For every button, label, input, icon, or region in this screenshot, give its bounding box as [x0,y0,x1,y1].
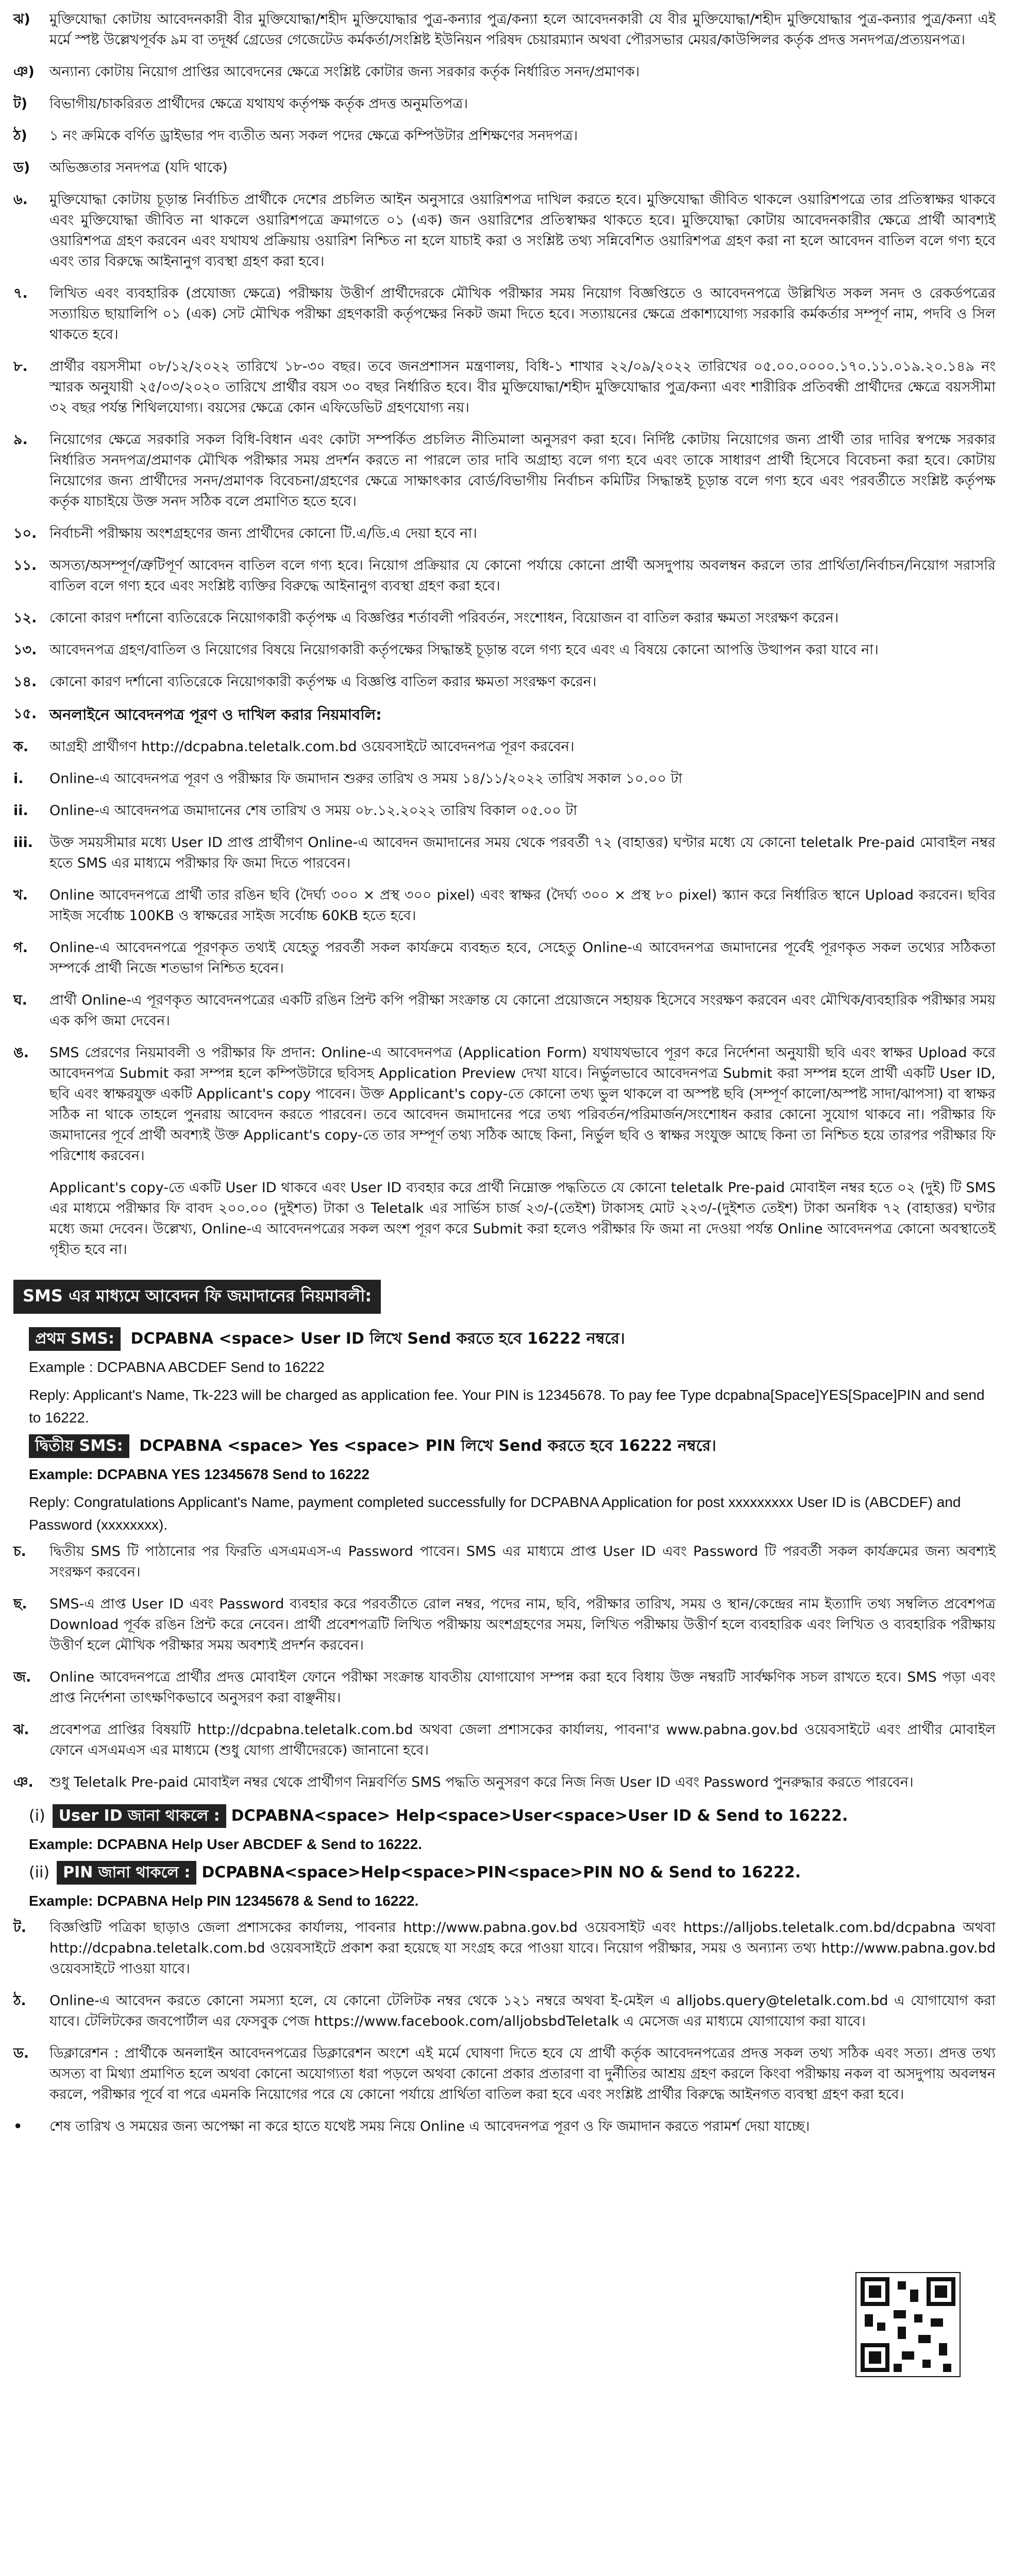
schedule-item [13,769,996,789]
recovery-example: Example: DCPABNA Help PIN 12345678 & Send to 16222. [29,1893,419,1909]
first-sms-label: প্রথম SMS: [29,1327,121,1351]
condition-item [13,62,996,82]
online-heading: ১৫. অনলাইনে আবেদনপত্র পূরণ ও দাখিল করার নিয়মাবলি: [13,704,996,725]
online-intro: ক. আগ্রহী প্রার্থীগণ http://dcpabna.teletalk.com.bd ওয়েবসাইটে আবেদনপত্র পূরণ করবেন। [13,737,996,757]
final-text: বিজ্ঞপ্তিটি পত্রিকা ছাড়াও জেলা প্রশাসকের কার্যালয়, পাবনার http://www.pabna.gov.bd ওয়েবসাইট এবং https://alljobs.teletalk.com.bd/dcpabna অথবা http://dcpabna.teletalk.com.bd ওয়েবসাইটে প্রকাশ করা হয়েছে যা সংগ্রহ করে পাওয়া যাবে। নিয়োগ পরীক্ষার, সময় ও অন্যান্য তথ্য http://www.pabna.gov.bd ওয়েবসাইটে পাওয়া যাবে। [49,1920,996,1977]
condition-marker: ১৩. [13,642,37,658]
after-sms-text: Online আবেদনপত্রে প্রার্থীর প্রদত্ত মোবাইল ফোনে পরীক্ষা সংক্রান্ত যাবতীয় যোগাযোগ সম্পন্ন করা হবে বিধায় উক্ত নম্বরটি সার্বক্ষণিক সচল রাখতে হবে। SMS পড়া এবং প্রাপ্ত নির্দেশনা তাৎক্ষণিকভাবে অনুসরণ করা বাঞ্ছনীয়। [49,1669,996,1706]
final-text: Online-এ আবেদন করতে কোনো সমস্যা হলে, যে কোনো টেলিটক নম্বর থেকে ১২১ নম্বরে অথবা ই-মেইল এ alljobs.query@teletalk.com.bd এ যোগাযোগ করা যাবে। টেলিটকের জবপোর্টাল এর ফেসবুক পেজ https://www.facebook.com/alljobsbdTeletalk এ মেসেজ এর মাধ্যমে যোগাযোগ করা যাবে। [49,1993,996,2029]
first-sms-example: Example : DCPABNA ABCDEF Send to 16222 [29,1359,325,1375]
condition-text: মুক্তিযোদ্ধা কোটায় চূড়ান্ত নির্বাচিত প্রার্থীকে দেশের প্রচলিত আইন অনুসারে ওয়ারিশপত্র দাখিল করতে হবে। মুক্তিযোদ্ধা জীবিত থাকলে ওয়ারিশপত্রে তার প্রতিস্বাক্ষর থাকবে এবং মুক্তিযোদ্ধা জীবিত না থাকলে ওয়ারিশপত্রে ক্রমাগতে ০১ (এক) জন ওয়ারিশের প্রতিস্বাক্ষর থাকতে হবে। মুক্তিযোদ্ধা কোটায় আবেদনকারীর ক্ষেত্রে প্রার্থী আবশ্যই ওয়ারিশপত্র গ্রহণ করবেন এবং যথাযথ প্রক্রিয়ায় ওয়ারিশ নিশ্চিত না হলে যাচাই করা ও সংশ্লিষ্ট তথ্য সন্নিবেশিত ওয়ারিশপত্র গ্রহণ করা না হলে আবেদন বাতিল বলে গণ্য হবে এবং তার বিরুদ্ধে আইনানুগ ব্যবস্থা গ্রহণ করা হবে। [49,192,996,269]
final-marker: ট. [13,1920,26,1936]
after-sms-marker: চ. [13,1544,26,1560]
recovery-example: Example: DCPABNA Help User ABCDEF & Send to 16222. [29,1836,422,1852]
online-rule-marker: খ. [13,887,28,903]
schedule-text: উক্ত সময়সীমার মধ্যে User ID প্রাপ্ত প্রার্থীগণ Online-এ আবেদন জমাদানের সময় থেকে পরবর্তী ৭২ (বাহাত্তর) ঘণ্টার মধ্যে যে কোনো teletalk Pre-paid মোবাইল নম্বর হতে SMS এর মাধ্যমে পরীক্ষার ফি জমা দিতে পারবেন। [49,835,996,871]
condition-marker: ১০. [13,526,37,541]
online-rules-list [13,885,996,1260]
after-sms-marker: ঞ. [13,1774,33,1790]
condition-text: নির্বাচনী পরীক্ষায় অংশগ্রহণের জন্য প্রার্থীদের কোনো টি.এ/ডি.এ দেয়া হবে না। [49,526,477,541]
condition-text: নিয়োগের ক্ষেত্রে সরকারি সকল বিধি-বিধান এবং কোটা সম্পর্কিত প্রচলিত নীতিমালা অনুসরণ করা হবে। নির্দিষ্ট কোটায় নিয়োগের জন্য প্রার্থী তার দাবির স্বপক্ষে সরকার নির্ধারিত সনদপত্র/প্রমাণক মৌখিক পরীক্ষার সময় প্রদর্শন করতে না পারলে তার দাবি অগ্রাহ্য বলে গণ্য হবে এবং তাকে সাধারণ প্রার্থী হিসেবে বিবেচনা করা হবে। কোটায় নিয়োগের জন্য প্রার্থীদের সনদ/প্রমাণক বিবেচনা/গ্রহণের ক্ষেত্রে সাক্ষাৎকার বোর্ড/বিভাগীয় নির্বাচন কমিটির সিদ্ধান্তই চূড়ান্ত বলে গণ্য হবে এবং পরবর্তীতে সংশ্লিষ্ট কর্তৃপক্ষ কর্তৃক যাচাইয়ে উক্ত সনদ সঠিক বলে প্রমাণিত হতে হবে। [49,432,996,510]
after-sms-item [13,1720,996,1761]
online-rule-text: SMS প্রেরণের নিয়মাবলী ও পরীক্ষার ফি প্রদান: Online-এ আবেদনপত্র (Application Form) যথাযথভাবে পূরণ করে নির্দেশনা অনুযায়ী ছবি এবং স্বাক্ষর Upload করে আবেদনপত্র Submit করা সম্পন্ন হলে কম্পিউটারে ছবিসহ Application Preview দেখা যাবে। নির্ভুলভাবে আবেদনপত্র Submit করা সম্পন্ন হলে প্রার্থী একটি User ID, ছবি এবং স্বাক্ষরযুক্ত একটি Applicant's copy পাবেন। উক্ত Applicant's copy-তে কোনো তথ্য ভুল থাকলে বা অস্পষ্ট ছবি (সম্পূর্ণ কালো/অস্পষ্ট সাদা/ঝাপসা) বা স্বাক্ষর সঠিক না থাকে তাহলে পুনরায় আবেদন করতে পারবেন। তবে আবেদন জমাদানের পরে তথ্য পরিবর্তন/পরিমার্জন/সংশোধন করার কোনো সুযোগ থাকবে না। পরীক্ষার ফি জমাদানের পূর্বে প্রার্থী অবশ্যই উক্ত Applicant's copy-তে তার সম্পূর্ণ তথ্য সঠিক আছে কিনা, নির্ভুল ছবি ও স্বাক্ষর সংযুক্ত আছে কিনা তা নিশ্চিত হয়ে তারপর পরীক্ষার ফি পরিশোধ করবেন। [49,1045,996,1164]
schedule-item [13,801,996,821]
recovery-item [29,1861,996,1885]
condition-marker: ৬. [13,192,28,208]
schedule-marker: ii. [13,803,28,819]
after-sms-marker: ছ. [13,1596,27,1612]
condition-item [13,158,996,178]
first-sms-reply: Reply: Applicant's Name, Tk-223 will be charged as application fee. Your PIN is 12345678. To pay fee Type dcpabna[Space]YES[Space]PIN and send to 16222. [29,1387,985,1426]
final-text: ডিক্লারেশন : প্রার্থীকে অনলাইন আবেদনপত্রের ডিক্লারেশন অংশে এই মর্মে ঘোষণা দিতে হবে যে প্রার্থী কর্তৃক আবেদনপত্রের প্রদত্ত সকল তথ্য সঠিক এবং সত্য। প্রদত্ত তথ্য অসত্য বা মিথ্যা প্রমাণিত হলে অথবা কোনো অযোগ্যতা ধরা পড়লে অথবা কোনো প্রকার প্রতারণা বা দুর্নীতির আশ্রয় গ্রহণ করলে কিংবা পরীক্ষায় নকল বা অসদুপায় অবলম্বন করলে, পরীক্ষার পূর্বে বা পরে এমনকি নিয়োগের পরে যে কোনো পর্যায়ে প্রার্থিতা বাতিল করা হবে এবং সংশ্লিষ্ট প্রার্থীর বিরুদ্ধে আইনগত ব্যবস্থা গ্রহণ করা হবে। [49,2045,996,2103]
recovery-marker: (i) [29,1807,45,1825]
recovery-list [13,1804,996,1912]
condition-marker: ১২. [13,610,37,626]
online-rule-marker: গ. [13,940,28,956]
condition-text: মুক্তিযোদ্ধা কোটায় আবেদনকারী বীর মুক্তিযোদ্ধা/শহীদ মুক্তিযোদ্ধার পুত্র-কন্যার পুত্র/কন্যা হলে আবেদনকারী যে বীর মুক্তিযোদ্ধা/শহীদ মুক্তিযোদ্ধার পুত্র-কন্যার পুত্র/কন্যা এই মর্মে স্পষ্ট উল্লেখপূর্বক ৯ম বা তদূর্ধ্ব গ্রেডের গেজেটেড কর্মকর্তা/সংশ্লিষ্ট ইউনিয়ন পরিষদ চেয়ারম্যান অথবা পৌরসভার মেয়র/কাউন্সিলর কর্তৃক প্রদত্ত সনদপত্র/প্রত্যয়নপত্র। [49,11,996,48]
final-marker: ঠ. [13,1993,26,2009]
qr-code[interactable] [855,2272,961,2377]
final-item [13,1991,996,2032]
schedule-text: Online-এ আবেদনপত্র জমাদানের শেষ তারিখ ও সময় ০৮.১২.২০২২ তারিখ বিকাল ০৫.০০ টা [49,803,578,819]
second-sms-label: দ্বিতীয় SMS: [29,1434,129,1458]
schedule-list [13,769,996,874]
online-rule-item [13,885,996,926]
condition-text: অন্যান্য কোটায় নিয়োগ প্রাপ্তির আবেদনের ক্ষেত্রে সংশ্লিষ্ট কোটার জন্য সরকার কর্তৃক নির্ধারিত সনদ/প্রমাণক। [49,64,640,80]
condition-item [13,190,996,272]
recovery-label: User ID জানা থাকলে : [53,1804,226,1828]
condition-text: অসত্য/অসম্পূর্ণ/ত্রুটিপূর্ণ আবেদন বাতিল বলে গণ্য হবে। নিয়োগ প্রক্রিয়ার যে কোনো পর্যায়ে কোনো প্রার্থী অসদুপায় অবলম্বন করলে তার প্রার্থিতা/নির্বাচন/নিয়োগ সরাসরি বাতিল বলে গণ্য হবে এবং সংশ্লিষ্ট ব্যক্তির বিরুদ্ধে আইনানুগ ব্যবস্থা গ্রহণ করা হবে। [49,557,996,594]
qr-code-icon [856,2273,960,2376]
after-sms-text: SMS-এ প্রাপ্ত User ID এবং Password ব্যবহার করে পরবর্তীতে রোল নম্বর, পদের নাম, ছবি, পরীক্ষার তারিখ, সময় ও স্থান/কেন্দ্রের নাম ইত্যাদি তথ্য সম্বলিত প্রবেশপত্র Download পূর্বক রঙিন প্রিন্ট করে নেবেন। প্রার্থী প্রবেশপত্রটি লিখিত পরীক্ষায় অংশগ্রহণের সময়, লিখিত পরীক্ষায় উত্তীর্ণ হলে ব্যবহারিক এবং লিখিত ও ব্যবহারিক পরীক্ষায় উত্তীর্ণ হলে মৌখিক পরীক্ষার সময় অবশ্যই প্রদর্শন করবেন। [49,1596,996,1653]
condition-item [13,523,996,544]
condition-marker: ঠ) [13,128,27,144]
online-rule-item [13,990,996,1031]
online-rule-text: প্রার্থী Online-এ পূরণকৃত আবেদনপত্রের একটি রঙিন প্রিন্ট কপি পরীক্ষা সংক্রান্ত যে কোনো প্রয়োজনে সহায়ক হিসেবে সংরক্ষণ করবেন এবং মৌখিক/ব্যবহারিক পরীক্ষার সময় এক কপি জমা দেবেন। [49,992,996,1029]
second-sms-command: DCPABNA <space> Yes <space> PIN লিখে Send করতে হবে 16222 নম্বরে। [139,1437,716,1455]
condition-text: লিখিত এবং ব্যবহারিক (প্রযোজ্য ক্ষেত্রে) পরীক্ষায় উত্তীর্ণ প্রার্থীদেরকে মৌখিক পরীক্ষার সময় নিয়োগ বিজ্ঞপ্তিতে ও আবেদনপত্রে উল্লিখিত সকল সনদ ও রেকর্ডপত্রের সত্যায়িত ছায়ালিপি ০১ (এক) সেট মৌখিক পরীক্ষা গ্রহণকারী কর্তৃপক্ষের নিকট জমা দিতে হবে। সত্যায়নের ক্ষেত্রে প্রকাশ্যযোগ্য সরকারি কর্মকর্তার সম্পূর্ণ নাম, পদবি ও সিল থাকতে হবে। [49,285,996,343]
after-sms-list [13,1541,996,1793]
final-list [13,1918,996,2137]
after-sms-marker: জ. [13,1669,31,1685]
online-rule-item [13,1043,996,1166]
condition-item [13,672,996,692]
condition-text: বিভাগীয়/চাকরিরত প্রার্থীদের ক্ষেত্রে যথাযথ কর্তৃপক্ষ কর্তৃক প্রদত্ত অনুমতিপত্র। [49,96,468,112]
after-sms-text: প্রবেশপত্র প্রাপ্তির বিষয়টি http://dcpabna.teletalk.com.bd অথবা জেলা প্রশাসকের কার্যালয়, পাবনা'র www.pabna.gov.bd ওয়েবসাইটে এবং প্রার্থীর মোবাইল ফোনে এসএমএস এর মাধ্যমে (শুধু যোগ্য প্রার্থীদেরকে) জানানো হবে। [49,1722,996,1758]
schedule-marker: iii. [13,835,33,851]
condition-item [13,640,996,660]
after-sms-text: শুধু Teletalk Pre-paid মোবাইল নম্বর থেকে প্রার্থীগণ নিম্নবর্ণিত SMS পদ্ধতি অনুসরণ করে নিজ নিজ User ID এবং Password পুনরুদ্ধার করতে পারবেন। [49,1774,914,1790]
condition-text: অভিজ্ঞতার সনদপত্র (যদি থাকে) [49,160,228,176]
condition-marker: ট) [13,96,28,112]
schedule-marker: i. [13,771,24,787]
recovery-command: DCPABNA<space> Help<space>User<space>User ID & Send to 16222. [231,1807,848,1825]
after-sms-marker: ঝ. [13,1722,29,1738]
recovery-item [29,1804,996,1828]
condition-marker: ড) [13,160,30,176]
online-rule-marker: ঘ. [13,992,27,1008]
online-rule-item [13,938,996,979]
online-rule-item [13,1178,996,1260]
first-sms [29,1327,996,1351]
final-marker: ড. [13,2045,29,2061]
condition-marker: ১৪. [13,674,37,690]
condition-item [13,283,996,345]
condition-item [13,94,996,114]
condition-marker: ১১. [13,557,37,573]
second-sms [29,1434,996,1458]
condition-text: ১ নং ক্রমিকে বর্ণিত ড্রাইভার পদ ব্যতীত অন্য সকল পদের ক্ষেত্রে কম্পিউটার প্রশিক্ষণের সনদপত্র। [49,128,578,144]
condition-item [13,430,996,512]
condition-marker: ঝ) [13,11,30,27]
online-rule-text: Online-এ আবেদনপত্রে পূরণকৃত তথ্যই যেহেতু পরবর্তী সকল কার্যক্রমে ব্যবহৃত হবে, সেহেতু Online-এ আবেদনপত্র জমাদানের পূর্বেই পূরণকৃত সকল তথ্যের সঠিকতা সম্পর্কে প্রার্থী নিজে শতভাগ নিশ্চিত হবেন। [49,940,996,976]
condition-text: প্রার্থীর বয়সসীমা ০৮/১২/২০২২ তারিখে ১৮-৩০ বছর। তবে জনপ্রশাসন মন্ত্রণালয়, বিধি-১ শাখার ২২/০৯/২০২২ তারিখের ০৫.০০.০০০০.১৭০.১১.০১৯.২০.১৪৯ নং স্মারক অনুযায়ী ২৫/০৩/২০২০ তারিখে প্রার্থীর বয়স ৩০ বছর নির্ধারিত হবে। বীর মুক্তিযোদ্ধা/শহীদ মুক্তিযোদ্ধার পুত্র/কন্যা এবং শারীরিক প্রতিবন্ধী প্রার্থীদের ক্ষেত্রে বয়সসীমা ৩২ বছর পর্যন্ত শিথিলযোগ্য। বয়সের ক্ষেত্রে কোন এফিডেভিট গ্রহণযোগ্য নয়। [49,359,996,416]
condition-marker: ৯. [13,432,28,448]
after-sms-item [13,1772,996,1793]
final-item [13,2043,996,2105]
after-sms-item [13,1594,996,1656]
condition-marker: ৮. [13,359,28,375]
final-marker: • [13,2119,23,2134]
condition-item [13,9,996,50]
condition-text: কোনো কারণ দর্শানো ব্যতিরেকে নিয়োগকারী কর্তৃপক্ষ এ বিজ্ঞপ্তির শর্তাবলী পরিবর্তন, সংশোধন, বিয়োজন বা বাতিল করার ক্ষমতা সংরক্ষণ করেন। [49,610,839,626]
condition-item [13,357,996,418]
schedule-item [13,833,996,874]
recovery-marker: (ii) [29,1863,50,1882]
condition-text: কোনো কারণ দর্শানো ব্যতিরেকে নিয়োগকারী কর্তৃপক্ষ এ বিজ্ঞপ্তি বাতিল করার ক্ষমতা সংরক্ষণ করেন। [49,674,597,690]
second-sms-reply: Reply: Congratulations Applicant's Name, payment completed successfully for DCPABNA Application for post xxxxxxxxx User ID is (ABCDEF) and Password (xxxxxxxx). [29,1494,961,1533]
recovery-command: DCPABNA<space>Help<space>PIN<space>PIN NO & Send to 16222. [201,1863,801,1882]
conditions-list [13,9,996,692]
condition-marker: ঞ) [13,64,35,80]
after-sms-item [13,1667,996,1708]
online-rule-text: Applicant's copy-তে একটি User ID থাকবে এবং User ID ব্যবহার করে প্রার্থী নিম্নোক্ত পদ্ধতিতে যে কোনো teletalk Pre-paid মোবাইল নম্বর হতে ০২ (দুই) টি SMS এর মাধ্যমে পরীক্ষার ফি বাবদ ২০০.০০ (দুইশত) টাকা ও Teletalk এর সার্ভিস চার্জ ২৩/-(তেইশ) টাকাসহ মোট ২২৩/-(দুইশত তেইশ) টাকা অনধিক ৭২ (বাহাত্তর) ঘণ্টার মধ্যে জমা দেবেন। উল্লেখ্য, Online-এ আবেদনপত্রের সকল অংশ পূরণ করে Submit করা হলেও পরীক্ষার ফি জমা না দেওয়া পর্যন্ত Online আবেদনপত্র কোনো অবস্থাতেই গৃহীত হবে না। [49,1180,996,1258]
online-rule-marker: ঙ. [13,1045,29,1061]
final-text: শেষ তারিখ ও সময়ের জন্য অপেক্ষা না করে হাতে যথেষ্ট সময় নিয়ে Online এ আবেদনপত্র পূরণ ও ফি জমাদান করতে পরামর্শ দেয়া যাচ্ছে। [49,2119,810,2134]
recovery-label: PIN জানা থাকলে : [57,1861,196,1885]
first-sms-command: DCPABNA <space> User ID লিখে Send করতে হবে 16222 নম্বরে। [130,1330,625,1348]
sms-section-title: SMS এর মাধ্যমে আবেদন ফি জমাদানের নিয়মাবলী: [13,1280,381,1314]
schedule-text: Online-এ আবেদনপত্র পূরণ ও পরীক্ষার ফি জমাদান শুরুর তারিখ ও সময় ১৪/১১/২০২২ তারিখ সকাল ১০.০০ টা [49,771,683,787]
condition-text: আবেদনপত্র গ্রহণ/বাতিল ও নিয়োগের বিষয়ে নিয়োগকারী কর্তৃপক্ষের সিদ্ধান্তই চূড়ান্ত বলে গণ্য হবে এবং এ বিষয়ে কোনো আপত্তি উত্থাপন করা যাবে না। [49,642,879,658]
after-sms-text: দ্বিতীয় SMS টি পাঠানোর পর ফিরতি এসএমএস-এ Password পাবেন। SMS এর মাধ্যমে প্রাপ্ত User ID এবং Password টি পরবর্তী সকল কার্যক্রমের জন্য অবশ্যই সংরক্ষণ করবেন। [49,1544,996,1580]
online-heading-text: অনলাইনে আবেদনপত্র পূরণ ও দাখিল করার নিয়মাবলি: [49,706,382,723]
condition-marker: ৭. [13,285,28,301]
final-item [13,1918,996,1979]
online-intro-text: আগ্রহী প্রার্থীগণ http://dcpabna.teletalk.com.bd ওয়েবসাইটে আবেদনপত্র পূরণ করবেন। [49,739,575,755]
condition-item [13,608,996,629]
condition-item [13,555,996,597]
final-item [13,2116,996,2137]
condition-item [13,126,996,146]
online-rule-marker [13,1178,49,1260]
after-sms-item [13,1541,996,1583]
online-rule-text: Online আবেদনপত্রে প্রার্থী তার রঙিন ছবি (দৈর্ঘ্য ৩০০ × প্রস্থ ৩০০ pixel) এবং স্বাক্ষর (দৈর্ঘ্য ৩০০ × প্রস্থ ৮০ pixel) স্ক্যান করে নির্ধারিত স্থানে Upload করবেন। ছবির সাইজ সর্বোচ্চ 100KB ও স্বাক্ষরের সাইজ সর্বোচ্চ 60KB হতে হবে। [49,887,996,924]
second-sms-example: Example: DCPABNA YES 12345678 Send to 16222 [29,1466,369,1482]
